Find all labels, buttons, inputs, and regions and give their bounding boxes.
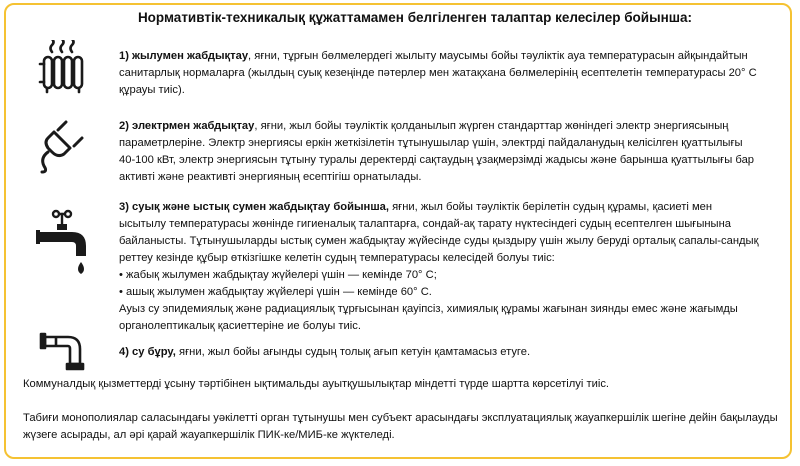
page-title: Нормативтік-техникалық құжаттамамен белгіленген талаптар келесілер бойынша: <box>137 10 693 25</box>
requirement-drainage <box>119 344 759 361</box>
requirement-electricity <box>119 118 759 186</box>
bullet-open-system: • ашық жылумен жабдықтау жүйелері үшін — кемінде 60° С. <box>119 286 432 298</box>
item-text: яғни, жыл бойы тәуліктік берілетін судың құрамы, қасиеті мен ысытылу температурасы жөнінде гигиеналық талаптарға, сондай-ақ тарату нүктесіндегі судың есептелген шығынына байланысты. Тұтынушыларды ыстық сумен жабдықтау жүйесінде суды қыздыру үшін жылу беруді орталық сапалы-сандық реттеу кезінде құбыр өткізгішке келетін судың температурасы келесідей болуы тиіс: <box>119 201 759 264</box>
drain-pipe-icon <box>38 330 90 372</box>
requirement-heating <box>119 48 759 99</box>
item-text: яғни, жыл бойы ағынды судың толық ағып кетуін қамтамасыз етуге. <box>175 346 531 358</box>
item-heading: 1) жылумен жабдықтау <box>119 50 249 62</box>
bullet-closed-system: • жабық жылумен жабдықтау жүйелері үшін — кемінде 70° С; <box>119 269 437 281</box>
radiator-icon <box>38 40 86 94</box>
water-tap-icon <box>34 208 92 278</box>
item-text: , яғни, тұрғын бөлмелердегі жылыту маусымы бойы тәуліктік ауа температурасын айқындайтын санитарлық нормаларға (жылдың суық кезеңінде пәтерлер мен жатақхана бөлмелерінің есептелетін температурасы 20° С құрауы тиіс). <box>119 50 757 96</box>
item-heading: 3) суық және ыстық сумен жабдықтау бойынша, <box>119 201 389 213</box>
note-deviations: Коммуналдық қызметтерді ұсыну тәртібінен ықтимальды ауытқушылықтар міндетті түрде шартта көрсетілуі тиіс. <box>23 378 610 390</box>
item-tail: Ауыз су эпидемиялық және радиациялық тұрғысынан қауіпсіз, химиялық құрамы жағынан зиянды емес және жағымды органолептикалық қасиеттеріне ие болуы тиіс. <box>119 303 738 332</box>
requirement-water-supply <box>119 199 759 335</box>
item-heading: 2) электрмен жабдықтау <box>119 120 255 132</box>
item-text: , яғни, жыл бойы тәуліктік қолданылып жүрген стандарттар жөніндегі электр энергиясының параметрлеріне. Электр энергиясы еркін жеткізілетін тұтынушылар үшін, электрді пайдаланудың келісілген қуаттылығы 40-100 кВт, электр энергиясын тұтыну туралы деректерді сақтаудың ұзақмерзімді жадысы және барынша қуаттылығы бар активті және реактивті энергияның есептігіш орнатылады. <box>119 120 755 183</box>
electric-plug-icon <box>36 118 88 174</box>
item-heading: 4) су бұру, <box>119 346 176 358</box>
note-responsibility: Табиғи монополиялар саласындағы уәкілетті орган тұтынушы мен субъект арасындағы эксплуатациялық жауапкершілік шегіне дейін бақылауды жүзеге асырады, ал әрі қарай жауапкершілік ПИК-ке/МИБ-ке жүктеледі. <box>23 412 778 441</box>
